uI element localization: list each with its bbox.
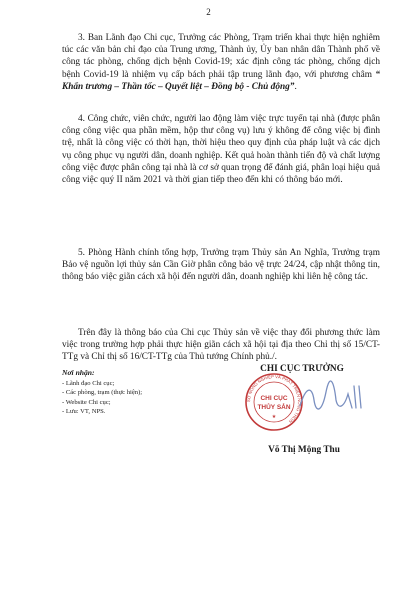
recipients-heading: Nơi nhận:: [62, 368, 95, 377]
recipient-item: - Các phòng, trạm (thực hiện);: [62, 389, 143, 397]
page-number: 2: [206, 7, 211, 17]
paragraph-5-text: 5. Phòng Hành chính tổng hợp, Trưởng trạm Thủy sản An Nghĩa, Trưởng trạm Bảo vệ nguồn lợi thủy sản Cần Giờ phân công bảo vệ trực 24/24, cập nhật thông tin, thông báo việc giãn cách xã hội đến người dân, doanh nghiệp khi liên hệ công tác.: [62, 248, 380, 283]
signer-title: CHI CỤC TRƯỞNG: [260, 364, 344, 374]
seal-ring-text: SỞ NÔNG NGHIỆP VÀ PHÁT TRIỂN NÔNG THÔN: [245, 373, 303, 425]
motto: “ Khẩn trương – Thần tốc – Quyết liệt – Đồng bộ - Chủ động”: [62, 69, 380, 92]
closing-paragraph: [62, 327, 380, 364]
paragraph-4: [62, 113, 380, 186]
recipients-block: [62, 368, 212, 417]
signer-name: Võ Thị Mộng Thu: [268, 445, 340, 455]
closing-text: Trên đây là thông báo của Chi cục Thủy sản về việc thay đổi phương thức làm việc trong trường hợp phải thực hiện giãn cách xã hội tại địa theo Chỉ thị số 15/CT-TTg và Chỉ thị số 16/CT-TTg của Thủ tướng Chính phủ./.: [62, 328, 380, 363]
recipient-item: - Website Chi cục;: [62, 398, 111, 406]
handwritten-signature-icon: [296, 378, 366, 418]
official-seal-icon: [244, 372, 304, 432]
paragraph-3-end: .: [294, 81, 297, 92]
paragraph-5: [62, 247, 380, 284]
recipient-item: - Lãnh đạo Chi cục;: [62, 379, 115, 387]
seal-line-1: CHI CỤC: [260, 395, 288, 402]
paragraph-3-text: 3. Ban Lãnh đạo Chi cục, Trưởng các Phòng, Trạm triển khai thực hiện nghiêm túc các văn bản chỉ đạo của Trung ương, Thành ủy, Ủy ban nhân dân Thành phố về công tác phòng, chống dịch bệnh Covid-19; xác định công tác phòng, chống dịch bệnh Covid-19 là nhiệm vụ cấp bách phải tập trung lãnh đạo, với phương châm: [62, 33, 380, 80]
paragraph-4-text: 4. Công chức, viên chức, người lao động làm việc trực tuyến tại nhà (được phân công công việc qua phần mềm, hộp thư công vụ) lưu ý không để công việc bị đình trệ, nhất là công việc có thời hạn, thời hiệu theo quy định của pháp luật và các dịch vụ công phục vụ người dân, doanh nghiệp. Kết quả hoàn thành tiến độ và chất lượng công việc được phân công tại nhà là cơ sở quan trọng để đánh giá, phân loại hiệu quả công việc quý II năm 2021 và thời gian tiếp theo đến khi có thông báo mới.: [62, 114, 380, 186]
svg-text:★: ★: [271, 414, 277, 420]
signature-block: [226, 364, 366, 474]
paragraph-3: [62, 32, 380, 93]
seal-line-2: THỦY SẢN: [257, 404, 291, 411]
recipient-item: - Lưu: VT, NPS.: [62, 408, 106, 416]
